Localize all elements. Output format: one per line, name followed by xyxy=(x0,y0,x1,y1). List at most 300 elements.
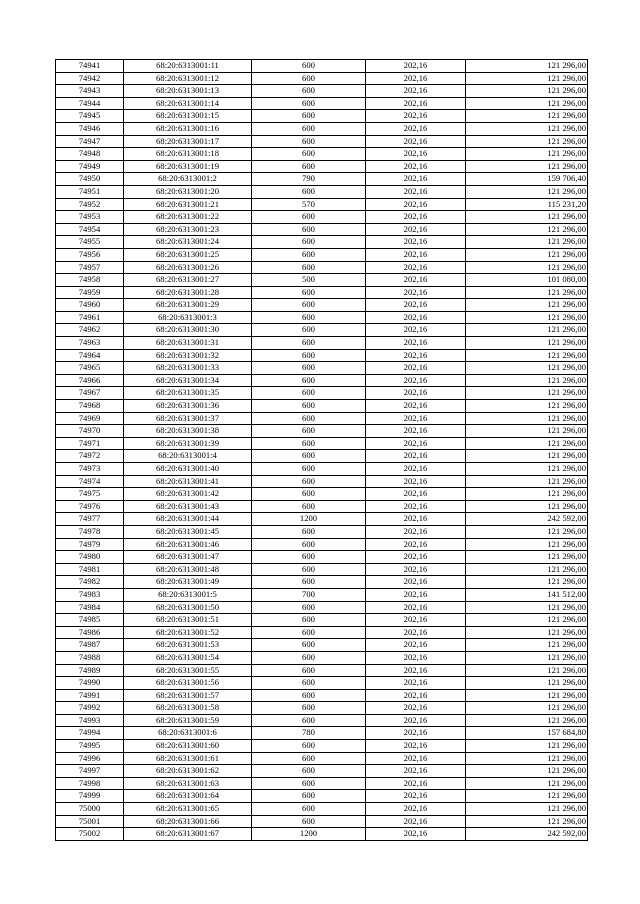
cadastral-number-cell: 68:20:6313001:12 xyxy=(124,72,252,85)
table-row xyxy=(56,714,588,727)
cadastral-value-cell: 121 296,00 xyxy=(466,362,588,375)
table-row xyxy=(56,72,588,85)
row-number-cell: 74986 xyxy=(56,626,124,639)
cadastral-value-cell: 121 296,00 xyxy=(466,651,588,664)
row-number-cell: 74981 xyxy=(56,563,124,576)
unit-value-cell: 202,16 xyxy=(366,400,466,413)
cadastral-number-cell: 68:20:6313001:57 xyxy=(124,689,252,702)
unit-value-cell: 202,16 xyxy=(366,437,466,450)
area-cell: 600 xyxy=(252,740,366,753)
row-number-cell: 74958 xyxy=(56,274,124,287)
unit-value-cell: 202,16 xyxy=(366,475,466,488)
row-number-cell: 74960 xyxy=(56,299,124,312)
row-number-cell: 74988 xyxy=(56,651,124,664)
cadastral-number-cell: 68:20:6313001:28 xyxy=(124,286,252,299)
unit-value-cell: 202,16 xyxy=(366,513,466,526)
cadastral-number-cell: 68:20:6313001:21 xyxy=(124,198,252,211)
table-row xyxy=(56,211,588,224)
table-row xyxy=(56,601,588,614)
table-row xyxy=(56,110,588,123)
unit-value-cell: 202,16 xyxy=(366,211,466,224)
cadastral-number-cell: 68:20:6313001:3 xyxy=(124,311,252,324)
cadastral-number-cell: 68:20:6313001:35 xyxy=(124,387,252,400)
table-row xyxy=(56,626,588,639)
table-row xyxy=(56,425,588,438)
row-number-cell: 74946 xyxy=(56,122,124,135)
unit-value-cell: 202,16 xyxy=(366,815,466,828)
unit-value-cell: 202,16 xyxy=(366,563,466,576)
cadastral-number-cell: 68:20:6313001:20 xyxy=(124,185,252,198)
unit-value-cell: 202,16 xyxy=(366,160,466,173)
cadastral-number-cell: 68:20:6313001:53 xyxy=(124,639,252,652)
row-number-cell: 74983 xyxy=(56,588,124,601)
area-cell: 600 xyxy=(252,236,366,249)
cadastral-number-cell: 68:20:6313001:24 xyxy=(124,236,252,249)
cadastral-number-cell: 68:20:6313001:51 xyxy=(124,614,252,627)
table-row xyxy=(56,122,588,135)
row-number-cell: 74974 xyxy=(56,475,124,488)
cadastral-value-cell: 121 296,00 xyxy=(466,601,588,614)
cadastral-value-cell: 121 296,00 xyxy=(466,702,588,715)
row-number-cell: 74989 xyxy=(56,664,124,677)
cadastral-value-cell: 121 296,00 xyxy=(466,311,588,324)
cadastral-number-cell: 68:20:6313001:4 xyxy=(124,450,252,463)
area-cell: 600 xyxy=(252,475,366,488)
unit-value-cell: 202,16 xyxy=(366,601,466,614)
row-number-cell: 74995 xyxy=(56,740,124,753)
area-cell: 600 xyxy=(252,702,366,715)
cadastral-number-cell: 68:20:6313001:16 xyxy=(124,122,252,135)
cadastral-value-cell: 121 296,00 xyxy=(466,185,588,198)
unit-value-cell: 202,16 xyxy=(366,198,466,211)
cadastral-number-cell: 68:20:6313001:11 xyxy=(124,60,252,73)
unit-value-cell: 202,16 xyxy=(366,387,466,400)
unit-value-cell: 202,16 xyxy=(366,349,466,362)
unit-value-cell: 202,16 xyxy=(366,362,466,375)
row-number-cell: 74969 xyxy=(56,412,124,425)
row-number-cell: 75001 xyxy=(56,815,124,828)
unit-value-cell: 202,16 xyxy=(366,299,466,312)
area-cell: 600 xyxy=(252,110,366,123)
row-number-cell: 74987 xyxy=(56,639,124,652)
cadastral-number-cell: 68:20:6313001:47 xyxy=(124,551,252,564)
unit-value-cell: 202,16 xyxy=(366,639,466,652)
cadastral-value-cell: 121 296,00 xyxy=(466,349,588,362)
row-number-cell: 74991 xyxy=(56,689,124,702)
area-cell: 600 xyxy=(252,387,366,400)
table-row xyxy=(56,488,588,501)
unit-value-cell: 202,16 xyxy=(366,463,466,476)
unit-value-cell: 202,16 xyxy=(366,450,466,463)
row-number-cell: 74993 xyxy=(56,714,124,727)
cadastral-number-cell: 68:20:6313001:22 xyxy=(124,211,252,224)
area-cell: 600 xyxy=(252,337,366,350)
area-cell: 600 xyxy=(252,261,366,274)
cadastral-value-cell: 121 296,00 xyxy=(466,374,588,387)
unit-value-cell: 202,16 xyxy=(366,60,466,73)
row-number-cell: 75002 xyxy=(56,828,124,841)
area-cell: 600 xyxy=(252,211,366,224)
area-cell: 600 xyxy=(252,60,366,73)
cadastral-value-cell: 121 296,00 xyxy=(466,777,588,790)
table-row xyxy=(56,651,588,664)
cadastral-value-cell: 121 296,00 xyxy=(466,740,588,753)
row-number-cell: 74975 xyxy=(56,488,124,501)
area-cell: 600 xyxy=(252,349,366,362)
table-row xyxy=(56,828,588,841)
cadastral-value-cell: 101 080,00 xyxy=(466,274,588,287)
row-number-cell: 74977 xyxy=(56,513,124,526)
cadastral-number-cell: 68:20:6313001:58 xyxy=(124,702,252,715)
row-number-cell: 74953 xyxy=(56,211,124,224)
area-cell: 500 xyxy=(252,274,366,287)
cadastral-number-cell: 68:20:6313001:23 xyxy=(124,223,252,236)
cadastral-value-cell: 121 296,00 xyxy=(466,412,588,425)
area-cell: 600 xyxy=(252,664,366,677)
cadastral-number-cell: 68:20:6313001:36 xyxy=(124,400,252,413)
area-cell: 600 xyxy=(252,286,366,299)
cadastral-number-cell: 68:20:6313001:19 xyxy=(124,160,252,173)
unit-value-cell: 202,16 xyxy=(366,110,466,123)
area-cell: 600 xyxy=(252,437,366,450)
table-row xyxy=(56,274,588,287)
table-row xyxy=(56,160,588,173)
area-cell: 600 xyxy=(252,97,366,110)
cadastral-number-cell: 68:20:6313001:40 xyxy=(124,463,252,476)
area-cell: 600 xyxy=(252,148,366,161)
cadastral-number-cell: 68:20:6313001:29 xyxy=(124,299,252,312)
table-row xyxy=(56,790,588,803)
cadastral-value-cell: 121 296,00 xyxy=(466,72,588,85)
cadastral-value-cell: 121 296,00 xyxy=(466,337,588,350)
cadastral-number-cell: 68:20:6313001:55 xyxy=(124,664,252,677)
cadastral-value-cell: 121 296,00 xyxy=(466,60,588,73)
table-row xyxy=(56,299,588,312)
table-row xyxy=(56,286,588,299)
row-number-cell: 74972 xyxy=(56,450,124,463)
area-cell: 600 xyxy=(252,374,366,387)
cadastral-value-cell: 121 296,00 xyxy=(466,475,588,488)
row-number-cell: 74966 xyxy=(56,374,124,387)
unit-value-cell: 202,16 xyxy=(366,677,466,690)
cadastral-value-cell: 121 296,00 xyxy=(466,85,588,98)
cadastral-number-cell: 68:20:6313001:62 xyxy=(124,765,252,778)
table-row xyxy=(56,689,588,702)
area-cell: 600 xyxy=(252,752,366,765)
table-row xyxy=(56,551,588,564)
cadastral-value-cell: 121 296,00 xyxy=(466,639,588,652)
cadastral-value-cell: 121 296,00 xyxy=(466,324,588,337)
area-cell: 600 xyxy=(252,500,366,513)
area-cell: 600 xyxy=(252,614,366,627)
area-cell: 600 xyxy=(252,450,366,463)
unit-value-cell: 202,16 xyxy=(366,185,466,198)
row-number-cell: 74994 xyxy=(56,727,124,740)
cadastral-number-cell: 68:20:6313001:60 xyxy=(124,740,252,753)
unit-value-cell: 202,16 xyxy=(366,576,466,589)
area-cell: 600 xyxy=(252,412,366,425)
cadastral-value-cell: 121 296,00 xyxy=(466,551,588,564)
cadastral-value-cell: 121 296,00 xyxy=(466,248,588,261)
cadastral-number-cell: 68:20:6313001:45 xyxy=(124,525,252,538)
area-cell: 570 xyxy=(252,198,366,211)
unit-value-cell: 202,16 xyxy=(366,727,466,740)
table-row xyxy=(56,362,588,375)
unit-value-cell: 202,16 xyxy=(366,614,466,627)
row-number-cell: 74970 xyxy=(56,425,124,438)
unit-value-cell: 202,16 xyxy=(366,803,466,816)
area-cell: 600 xyxy=(252,425,366,438)
area-cell: 600 xyxy=(252,324,366,337)
area-cell: 600 xyxy=(252,538,366,551)
row-number-cell: 74945 xyxy=(56,110,124,123)
cadastral-value-cell: 242 592,00 xyxy=(466,828,588,841)
row-number-cell: 74951 xyxy=(56,185,124,198)
cadastral-value-cell: 121 296,00 xyxy=(466,236,588,249)
cadastral-value-cell: 121 296,00 xyxy=(466,160,588,173)
cadastral-number-cell: 68:20:6313001:34 xyxy=(124,374,252,387)
area-cell: 600 xyxy=(252,185,366,198)
cadastral-number-cell: 68:20:6313001:5 xyxy=(124,588,252,601)
row-number-cell: 74964 xyxy=(56,349,124,362)
table-row xyxy=(56,664,588,677)
area-cell: 1200 xyxy=(252,513,366,526)
area-cell: 780 xyxy=(252,727,366,740)
table-row xyxy=(56,500,588,513)
table-row xyxy=(56,803,588,816)
table-row xyxy=(56,173,588,186)
table-row xyxy=(56,450,588,463)
row-number-cell: 74956 xyxy=(56,248,124,261)
table-row xyxy=(56,525,588,538)
table-row xyxy=(56,337,588,350)
area-cell: 600 xyxy=(252,135,366,148)
cadastral-value-cell: 121 296,00 xyxy=(466,286,588,299)
row-number-cell: 74963 xyxy=(56,337,124,350)
row-number-cell: 74985 xyxy=(56,614,124,627)
unit-value-cell: 202,16 xyxy=(366,525,466,538)
row-number-cell: 74947 xyxy=(56,135,124,148)
area-cell: 600 xyxy=(252,488,366,501)
area-cell: 600 xyxy=(252,362,366,375)
area-cell: 1200 xyxy=(252,828,366,841)
cadastral-number-cell: 68:20:6313001:18 xyxy=(124,148,252,161)
cadastral-value-cell: 121 296,00 xyxy=(466,223,588,236)
cadastral-value-cell: 121 296,00 xyxy=(466,211,588,224)
row-number-cell: 74959 xyxy=(56,286,124,299)
unit-value-cell: 202,16 xyxy=(366,740,466,753)
table-row xyxy=(56,400,588,413)
area-cell: 600 xyxy=(252,85,366,98)
cadastral-value-cell: 121 296,00 xyxy=(466,500,588,513)
cadastral-number-cell: 68:20:6313001:26 xyxy=(124,261,252,274)
cadastral-number-cell: 68:20:6313001:44 xyxy=(124,513,252,526)
row-number-cell: 74990 xyxy=(56,677,124,690)
row-number-cell: 74967 xyxy=(56,387,124,400)
table-row xyxy=(56,614,588,627)
row-number-cell: 74973 xyxy=(56,463,124,476)
row-number-cell: 74982 xyxy=(56,576,124,589)
row-number-cell: 74955 xyxy=(56,236,124,249)
table-row xyxy=(56,588,588,601)
unit-value-cell: 202,16 xyxy=(366,702,466,715)
table-row xyxy=(56,148,588,161)
cadastral-number-cell: 68:20:6313001:32 xyxy=(124,349,252,362)
cadastral-value-cell: 121 296,00 xyxy=(466,664,588,677)
unit-value-cell: 202,16 xyxy=(366,752,466,765)
area-cell: 600 xyxy=(252,563,366,576)
row-number-cell: 74992 xyxy=(56,702,124,715)
area-cell: 600 xyxy=(252,223,366,236)
cadastral-number-cell: 68:20:6313001:33 xyxy=(124,362,252,375)
cadastral-number-cell: 68:20:6313001:37 xyxy=(124,412,252,425)
unit-value-cell: 202,16 xyxy=(366,412,466,425)
table-body xyxy=(56,60,588,841)
cadastral-number-cell: 68:20:6313001:52 xyxy=(124,626,252,639)
area-cell: 790 xyxy=(252,173,366,186)
cadastral-value-cell: 121 296,00 xyxy=(466,488,588,501)
area-cell: 600 xyxy=(252,248,366,261)
row-number-cell: 74979 xyxy=(56,538,124,551)
area-cell: 600 xyxy=(252,651,366,664)
table-row xyxy=(56,563,588,576)
row-number-cell: 74942 xyxy=(56,72,124,85)
row-number-cell: 74978 xyxy=(56,525,124,538)
table-row xyxy=(56,311,588,324)
area-cell: 600 xyxy=(252,714,366,727)
table-row xyxy=(56,387,588,400)
cadastral-value-cell: 121 296,00 xyxy=(466,110,588,123)
cadastral-number-cell: 68:20:6313001:46 xyxy=(124,538,252,551)
row-number-cell: 74943 xyxy=(56,85,124,98)
table-row xyxy=(56,261,588,274)
cadastral-number-cell: 68:20:6313001:64 xyxy=(124,790,252,803)
area-cell: 600 xyxy=(252,576,366,589)
cadastral-value-cell: 121 296,00 xyxy=(466,299,588,312)
cadastral-number-cell: 68:20:6313001:61 xyxy=(124,752,252,765)
cadastral-number-cell: 68:20:6313001:41 xyxy=(124,475,252,488)
unit-value-cell: 202,16 xyxy=(366,173,466,186)
unit-value-cell: 202,16 xyxy=(366,261,466,274)
cadastral-value-cell: 121 296,00 xyxy=(466,752,588,765)
cadastral-value-cell: 121 296,00 xyxy=(466,97,588,110)
area-cell: 600 xyxy=(252,160,366,173)
area-cell: 600 xyxy=(252,639,366,652)
table-row xyxy=(56,324,588,337)
cadastral-value-cell: 121 296,00 xyxy=(466,626,588,639)
unit-value-cell: 202,16 xyxy=(366,714,466,727)
row-number-cell: 75000 xyxy=(56,803,124,816)
table-row xyxy=(56,538,588,551)
table-row xyxy=(56,236,588,249)
cadastral-value-cell: 121 296,00 xyxy=(466,563,588,576)
cadastral-number-cell: 68:20:6313001:17 xyxy=(124,135,252,148)
cadastral-value-cell: 121 296,00 xyxy=(466,576,588,589)
row-number-cell: 74952 xyxy=(56,198,124,211)
cadastral-value-cell: 121 296,00 xyxy=(466,450,588,463)
area-cell: 600 xyxy=(252,122,366,135)
cadastral-number-cell: 68:20:6313001:30 xyxy=(124,324,252,337)
cadastral-value-cell: 121 296,00 xyxy=(466,689,588,702)
unit-value-cell: 202,16 xyxy=(366,765,466,778)
unit-value-cell: 202,16 xyxy=(366,790,466,803)
cadastral-value-cell: 159 706,40 xyxy=(466,173,588,186)
table-row xyxy=(56,223,588,236)
row-number-cell: 74996 xyxy=(56,752,124,765)
cadastral-value-cell: 157 684,80 xyxy=(466,727,588,740)
row-number-cell: 74998 xyxy=(56,777,124,790)
unit-value-cell: 202,16 xyxy=(366,311,466,324)
area-cell: 600 xyxy=(252,551,366,564)
unit-value-cell: 202,16 xyxy=(366,689,466,702)
cadastral-number-cell: 68:20:6313001:48 xyxy=(124,563,252,576)
unit-value-cell: 202,16 xyxy=(366,588,466,601)
cadastral-value-cell: 121 296,00 xyxy=(466,677,588,690)
cadastral-number-cell: 68:20:6313001:14 xyxy=(124,97,252,110)
cadastral-value-cell: 121 296,00 xyxy=(466,387,588,400)
cadastral-value-cell: 121 296,00 xyxy=(466,538,588,551)
table-row xyxy=(56,513,588,526)
row-number-cell: 74954 xyxy=(56,223,124,236)
area-cell: 600 xyxy=(252,677,366,690)
area-cell: 600 xyxy=(252,525,366,538)
table-row xyxy=(56,752,588,765)
area-cell: 600 xyxy=(252,815,366,828)
cadastral-number-cell: 68:20:6313001:27 xyxy=(124,274,252,287)
cadastral-value-cell: 121 296,00 xyxy=(466,765,588,778)
table-row xyxy=(56,639,588,652)
row-number-cell: 74961 xyxy=(56,311,124,324)
area-cell: 600 xyxy=(252,765,366,778)
row-number-cell: 74949 xyxy=(56,160,124,173)
table-row xyxy=(56,815,588,828)
table-row xyxy=(56,677,588,690)
cadastral-value-cell: 121 296,00 xyxy=(466,122,588,135)
unit-value-cell: 202,16 xyxy=(366,223,466,236)
cadastral-number-cell: 68:20:6313001:43 xyxy=(124,500,252,513)
area-cell: 600 xyxy=(252,311,366,324)
unit-value-cell: 202,16 xyxy=(366,274,466,287)
unit-value-cell: 202,16 xyxy=(366,85,466,98)
unit-value-cell: 202,16 xyxy=(366,72,466,85)
table-row xyxy=(56,349,588,362)
table-row xyxy=(56,185,588,198)
cadastral-value-cell: 121 296,00 xyxy=(466,148,588,161)
table-row xyxy=(56,85,588,98)
unit-value-cell: 202,16 xyxy=(366,777,466,790)
unit-value-cell: 202,16 xyxy=(366,324,466,337)
row-number-cell: 74957 xyxy=(56,261,124,274)
area-cell: 600 xyxy=(252,689,366,702)
cadastral-value-cell: 121 296,00 xyxy=(466,135,588,148)
row-number-cell: 74968 xyxy=(56,400,124,413)
cadastral-number-cell: 68:20:6313001:31 xyxy=(124,337,252,350)
table-row xyxy=(56,765,588,778)
cadastral-value-table xyxy=(55,59,588,841)
area-cell: 600 xyxy=(252,777,366,790)
unit-value-cell: 202,16 xyxy=(366,551,466,564)
cadastral-number-cell: 68:20:6313001:2 xyxy=(124,173,252,186)
row-number-cell: 74984 xyxy=(56,601,124,614)
unit-value-cell: 202,16 xyxy=(366,626,466,639)
cadastral-number-cell: 68:20:6313001:63 xyxy=(124,777,252,790)
cadastral-value-cell: 115 231,20 xyxy=(466,198,588,211)
cadastral-number-cell: 68:20:6313001:42 xyxy=(124,488,252,501)
cadastral-number-cell: 68:20:6313001:6 xyxy=(124,727,252,740)
cadastral-number-cell: 68:20:6313001:39 xyxy=(124,437,252,450)
unit-value-cell: 202,16 xyxy=(366,236,466,249)
unit-value-cell: 202,16 xyxy=(366,538,466,551)
